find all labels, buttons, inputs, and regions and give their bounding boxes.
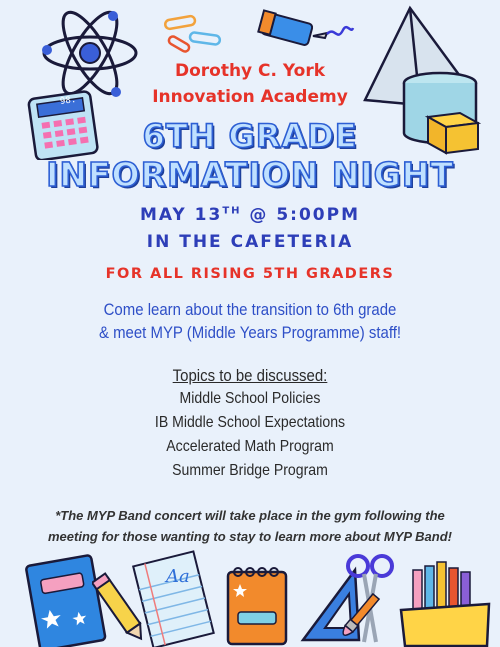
- atom-icon: [38, 8, 143, 98]
- school-name-line2: Innovation Academy: [152, 87, 348, 107]
- title-line1: 6TH GRADE: [142, 117, 358, 155]
- notebook-aa-text: Aa: [166, 566, 190, 587]
- spiral-notebook-icon: [218, 562, 293, 647]
- title-line2: INFORMATION NIGHT: [46, 155, 454, 194]
- paint-brush-icon: [328, 590, 388, 647]
- event-location: IN THE CAFETERIA: [146, 232, 354, 252]
- band-note-line2: meeting for those wanting to stay to learn more about MYP Band!: [48, 529, 452, 544]
- topics-heading: Topics to be discussed:: [172, 366, 328, 385]
- school-name-line1: Dorothy C. York: [174, 61, 326, 81]
- crayon-box-icon: [395, 560, 495, 647]
- topic-item: IB Middle School Expectations: [154, 414, 346, 431]
- event-date-time: [0, 205, 500, 225]
- intro-line1: Come learn about the transition to 6th grade: [103, 300, 397, 319]
- intro-line2: & meet MYP (Middle Years Programme) staff!: [98, 323, 402, 342]
- topic-item: Summer Bridge Program: [172, 462, 328, 479]
- event-time: @ 5:00PM: [241, 205, 361, 225]
- band-note-line1: *The MYP Band concert will take place in the gym following the: [55, 508, 445, 523]
- topic-item: Accelerated Math Program: [166, 438, 334, 455]
- glue-tube-icon: [255, 8, 355, 53]
- audience-text: FOR ALL RISING 5TH GRADERS: [105, 266, 395, 282]
- calculator-display-text: 98.: [59, 94, 77, 108]
- event-date-suffix: TH: [222, 205, 242, 217]
- event-date: MAY 13: [139, 205, 223, 225]
- topic-item: Middle School Policies: [179, 390, 321, 407]
- paperclip-icon: [160, 12, 230, 57]
- lined-paper-icon: [130, 550, 215, 647]
